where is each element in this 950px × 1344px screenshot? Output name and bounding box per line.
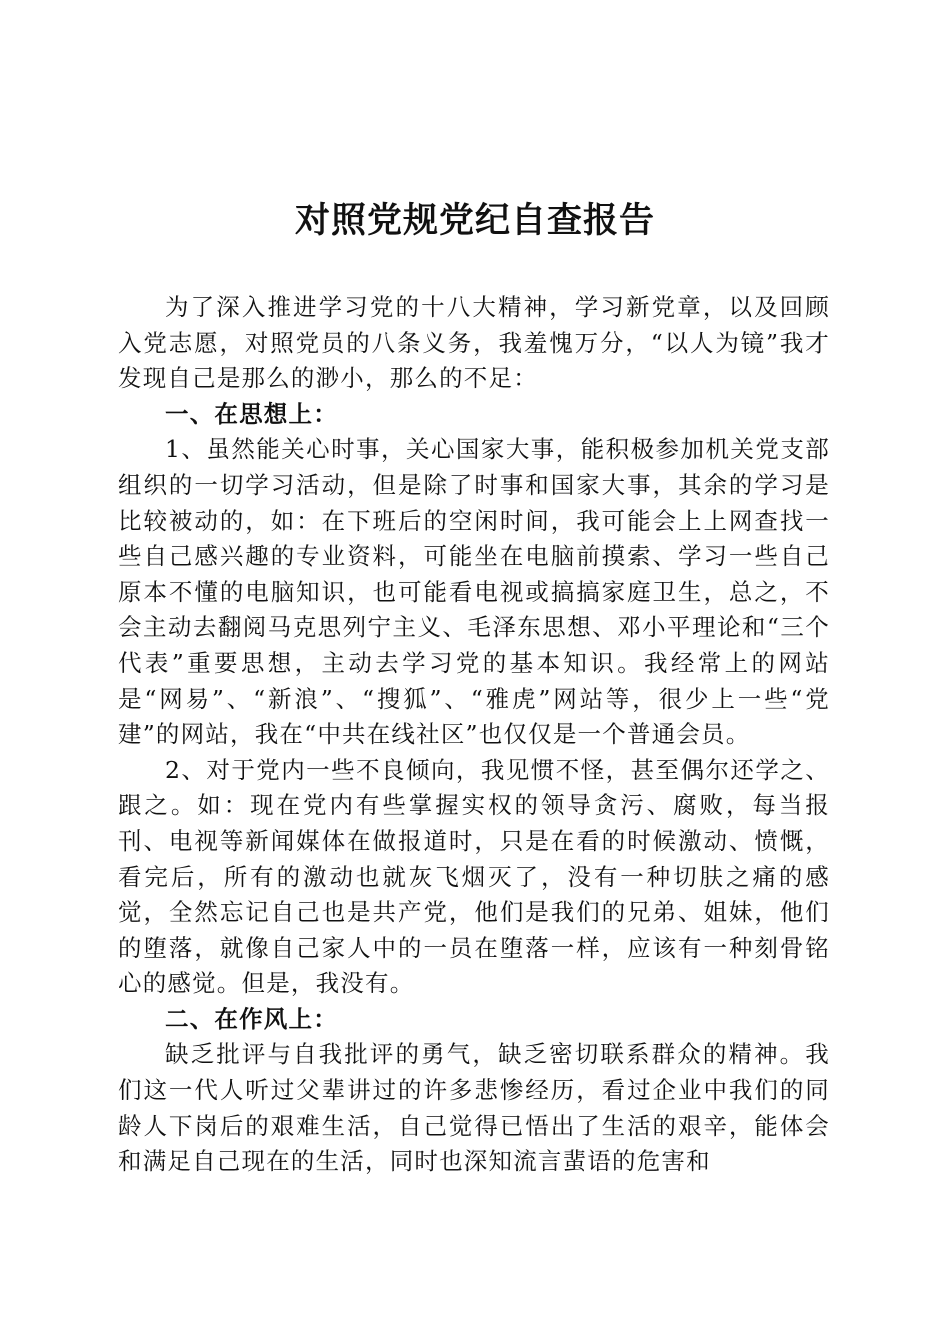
thought-paragraph-2: 2、对于党内一些不良倾向，我见惯不怪，甚至偶尔还学之、跟之。如：现在党内有些掌握实权的领导贪污、腐败，每当报刊、电视等新闻媒体在做报道时，只是在看的时候激动、愤慨，看完后，所有的激动也就灰飞烟灭了，没有一种切肤之痛的感觉，全然忘记自己也是共产党，他们是我们的兄弟、姐妹，他们的堕落，就像自己家人中的一员在堕落一样，应该有一种刻骨铭心的感觉。但是，我没有。 bbox=[118, 755, 830, 998]
thought-paragraph-1: 1、虽然能关心时事，关心国家大事，能积极参加机关党支部组织的一切学习活动，但是除了时事和国家大事，其余的学习是比较被动的，如：在下班后的空闲时间，我可能会上上网查找一些自己感兴趣的专业资料，可能坐在电脑前摸索、学习一些自己原本不懂的电脑知识，也可能看电视或搞搞家庭卫生，总之，不会主动去翻阅马克思列宁主义、毛泽东思想、邓小平理论和“三个代表”重要思想，主动去学习党的基本知识。我经常上的网站是“网易”、“新浪”、“搜狐”、“雅虎”网站等，很少上一些“党建”的网站，我在“中共在线社区”也仅仅是一个普通会员。 bbox=[118, 435, 830, 749]
style-paragraph-1: 缺乏批评与自我批评的勇气，缺乏密切联系群众的精神。我们这一代人听过父辈讲过的许多悲惨经历，看过企业中我们的同龄人下岗后的艰难生活，自己觉得已悟出了生活的艰辛，能体会和满足自己现在的生活，同时也深知流言蜚语的危害和 bbox=[118, 1040, 830, 1176]
intro-paragraph: 为了深入推进学习党的十八大精神，学习新党章，以及回顾入党志愿，对照党员的八条义务，我羞愧万分，“以人为镜”我才发现自己是那么的渺小，那么的不足： bbox=[118, 293, 830, 393]
document-body bbox=[118, 290, 830, 1180]
section-heading-style: 二、在作风上： bbox=[165, 1004, 338, 1033]
document-title: 对照党规党纪自查报告 bbox=[294, 200, 655, 241]
section-heading-thought: 一、在思想上： bbox=[165, 399, 338, 428]
